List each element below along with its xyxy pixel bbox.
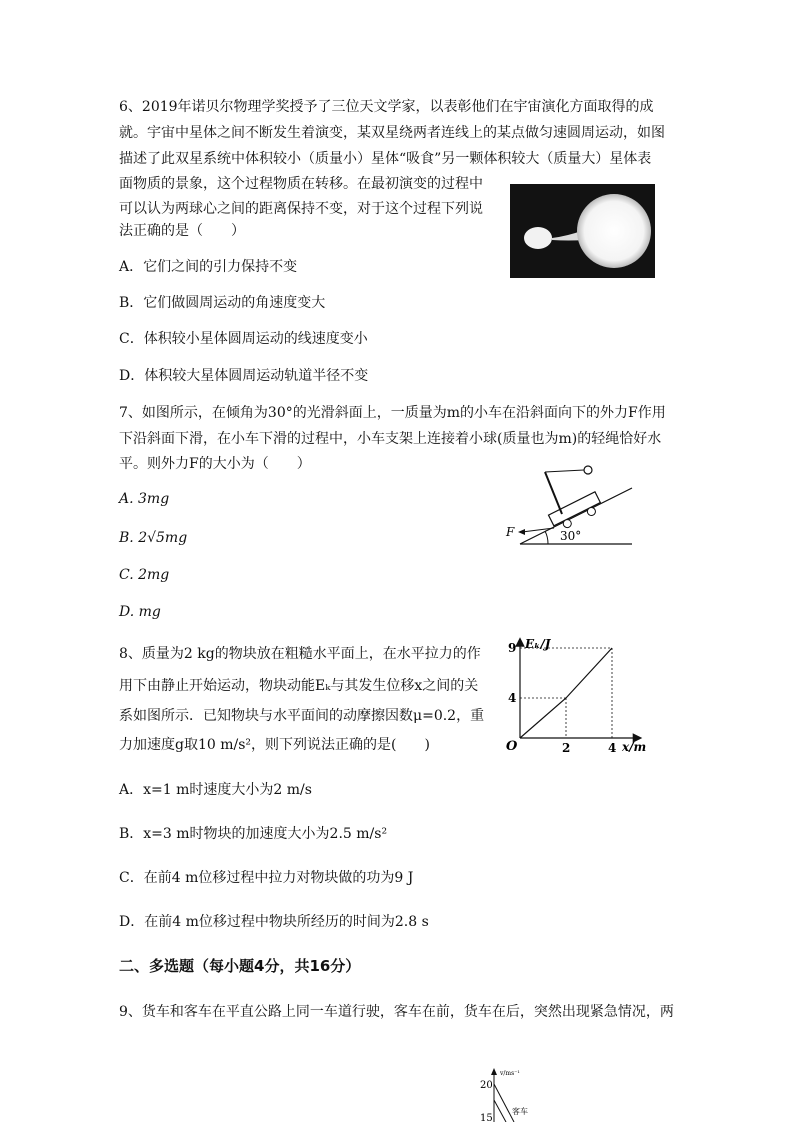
q8-option-d: D．在前4 m位移过程中物块所经历的时间为2.8 s — [119, 914, 429, 930]
q6-line-1: 6、2019年诺贝尔物理学奖授予了三位天文学家，以表彰他们在宇宙演化方面取得的成 — [119, 99, 654, 115]
q9-unit-label: v/ms⁻¹ — [500, 1070, 520, 1077]
cart — [548, 492, 603, 533]
force-label: F — [506, 525, 515, 539]
force-arrowhead — [518, 529, 525, 535]
q7-option-a: A. 3mg — [119, 491, 170, 507]
q8-line-4: 力加速度g取10 m/s²，则下列说法正确的是( ) — [119, 737, 430, 753]
q9-tick-20: 20 — [480, 1080, 493, 1091]
angle-label: 30° — [560, 529, 582, 543]
y-tick-label: 9 — [508, 641, 517, 655]
light-string — [545, 470, 584, 472]
q9-partial-figure — [476, 1066, 566, 1122]
binary-star-image — [510, 184, 655, 278]
q6-line-3: 描述了此双星系统中体积较小（质量小）星体“吸食”另一颗体积较大（质量大）星体表 — [119, 151, 652, 167]
q7-line-2: 下沿斜面下滑，在小车下滑的过程中，小车支架上连接着小球(质量也为m)的轻绳恰好水 — [119, 431, 662, 447]
incline-figure — [500, 458, 640, 550]
q6-line-6: 法正确的是（ ） — [119, 223, 245, 239]
q7-line-3: 平。则外力F的大小为（ ） — [119, 456, 311, 472]
q8-option-a: A．x=1 m时速度大小为2 m/s — [119, 782, 312, 798]
chart-guides — [520, 648, 612, 738]
q8-line-3: 系如图所示．已知物块与水平面间的动摩擦因数μ=0.2，重 — [119, 708, 485, 724]
origin-label: O — [506, 739, 518, 754]
q6-line-5: 可以认为两球心之间的距离保持不变，对于这个过程下列说 — [119, 201, 483, 217]
angle-arc — [545, 531, 548, 544]
q9-series-label: 客车 — [512, 1107, 528, 1116]
x-tick-label: 4 — [608, 741, 617, 754]
q6-line-2: 就。宇宙中星体之间不断发生着演变，某双星绕两者连线上的某点做匀速圆周运动，如图 — [119, 125, 665, 141]
q8-line-2: 用下由静止开始运动，物块动能Eₖ与其发生位移x之间的关 — [119, 678, 479, 694]
y-tick-label: 4 — [508, 691, 517, 705]
q9-line-a — [494, 1084, 514, 1122]
ball — [584, 466, 592, 474]
q9-line-1: 9、货车和客车在平直公路上同一车道行驶，客车在前，货车在后，突然出现紧急情况，两 — [119, 1004, 674, 1020]
q9-tick-15: 15 — [480, 1113, 493, 1122]
q8-option-b: B．x=3 m时物块的加速度大小为2.5 m/s² — [119, 826, 388, 842]
q6-line-4: 面物质的景象，这个过程物质在转移。在最初演变的过程中 — [119, 176, 483, 192]
large-star — [577, 194, 651, 268]
q7-option-c: C. 2mg — [119, 567, 170, 583]
q6-option-b: B．它们做圆周运动的角速度变大 — [119, 295, 326, 311]
x-axis-label: x/m — [622, 740, 647, 754]
q7-option-d: D. mg — [119, 604, 161, 620]
q6-option-d: D．体积较大星体圆周运动轨道半径不变 — [119, 368, 369, 384]
q8-option-c: C．在前4 m位移过程中拉力对物块做的功为9 J — [119, 870, 414, 886]
q7-option-b: B. 2√5mg — [119, 530, 188, 546]
q8-line-1: 8、质量为2 kg的物块放在粗糙水平面上，在水平拉力的作 — [119, 646, 481, 662]
small-star — [524, 227, 552, 249]
cart-support-rod — [545, 472, 562, 514]
ek-x-chart — [498, 636, 658, 754]
series-line — [520, 648, 612, 738]
q7-line-1: 7、如图所示，在倾角为30°的光滑斜面上，一质量为m的小车在沿斜面向下的外力F作用 — [119, 405, 666, 421]
section-heading: 二、多选题（每小题4分，共16分） — [119, 957, 361, 975]
x-tick-label: 2 — [562, 741, 571, 754]
q6-option-a: A．它们之间的引力保持不变 — [119, 259, 298, 275]
chart-ticks — [508, 641, 616, 754]
y-axis-label: Eₖ/J — [525, 637, 551, 651]
q6-option-c: C．体积较小星体圆周运动的线速度变小 — [119, 331, 368, 347]
q9-y-axis-arrow — [491, 1068, 497, 1075]
